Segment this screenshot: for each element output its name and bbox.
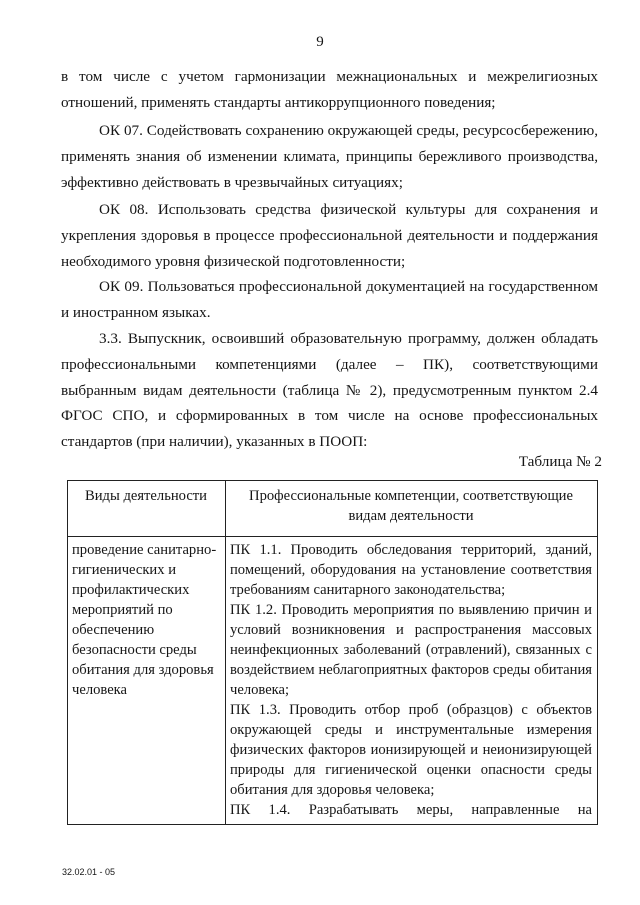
header-activity: Виды деятельности <box>68 481 226 537</box>
paragraph-ok06-continuation <box>61 64 598 116</box>
competency-pk-1-3: ПК 1.3. Проводить отбор проб (образцов) с объектов окружающей среды и инструментальные измерения физических факторов ионизирующей и неионизирующей природы для гигиенической оценки опасности среды обитания для здоровья человека; <box>230 702 592 798</box>
paragraph-text: ОК 07. Содействовать сохранению окружающей среды, ресурсосбережению, применять знания об изменении климата, принципы бережливого производства, эффективно действовать в чрезвычайных ситуациях; <box>61 122 598 191</box>
table-row <box>68 537 598 825</box>
competency-pk-1-1: ПК 1.1. Проводить обследования территорий, зданий, помещений, оборудования на установление соответствия требованиям санитарного законодательства; <box>230 542 592 598</box>
competency-pk-1-4: ПК 1.4. Разрабатывать меры, направленные на <box>230 802 592 818</box>
competencies-table <box>67 480 598 825</box>
table-caption: Таблица № 2 <box>518 453 602 470</box>
paragraph-text: в том числе с учетом гармонизации межнациональных и межрелигиозных отношений, применять стандарты антикоррупционного поведения; <box>61 68 598 111</box>
paragraph-ok07 <box>61 118 598 195</box>
page-number: 9 <box>316 34 324 50</box>
paragraph-ok09 <box>61 274 598 326</box>
paragraph-text: ОК 09. Пользоваться профессиональной документацией на государственном и иностранном языках. <box>61 278 598 321</box>
header-competencies: Профессиональные компетенции, соответствующие видам деятельности <box>226 481 598 537</box>
activity-cell: проведение санитарно-гигиенических и профилактических мероприятий по обеспечению безопасности среды обитания для здоровья человека <box>68 537 226 825</box>
competencies-cell <box>226 537 598 825</box>
table-header-row <box>68 481 598 537</box>
paragraph-ok08 <box>61 197 598 274</box>
paragraph-3-3 <box>61 326 598 455</box>
competency-pk-1-2: ПК 1.2. Проводить мероприятия по выявлению причин и условий возникновения и распространения массовых неинфекционных заболеваний (отравлений), связанных с воздействием неблагоприятных факторов среды обитания человека; <box>230 602 592 698</box>
paragraph-text: ОК 08. Использовать средства физической культуры для сохранения и укрепления здоровья в процессе профессиональной деятельности и поддержания необходимого уровня физической подготовленности; <box>61 201 598 270</box>
paragraph-text: 3.3. Выпускник, освоивший образовательную программу, должен обладать профессиональными компетенциями (далее – ПК), соответствующими выбранным видам деятельности (таблица № 2), предусмотренным пунктом 2.4 ФГОС СПО, и сформированных в том числе на основе профессиональных стандартов (при наличии), указанных в ПООП: <box>61 330 598 451</box>
footer-code: 32.02.01 - 05 <box>62 867 116 877</box>
